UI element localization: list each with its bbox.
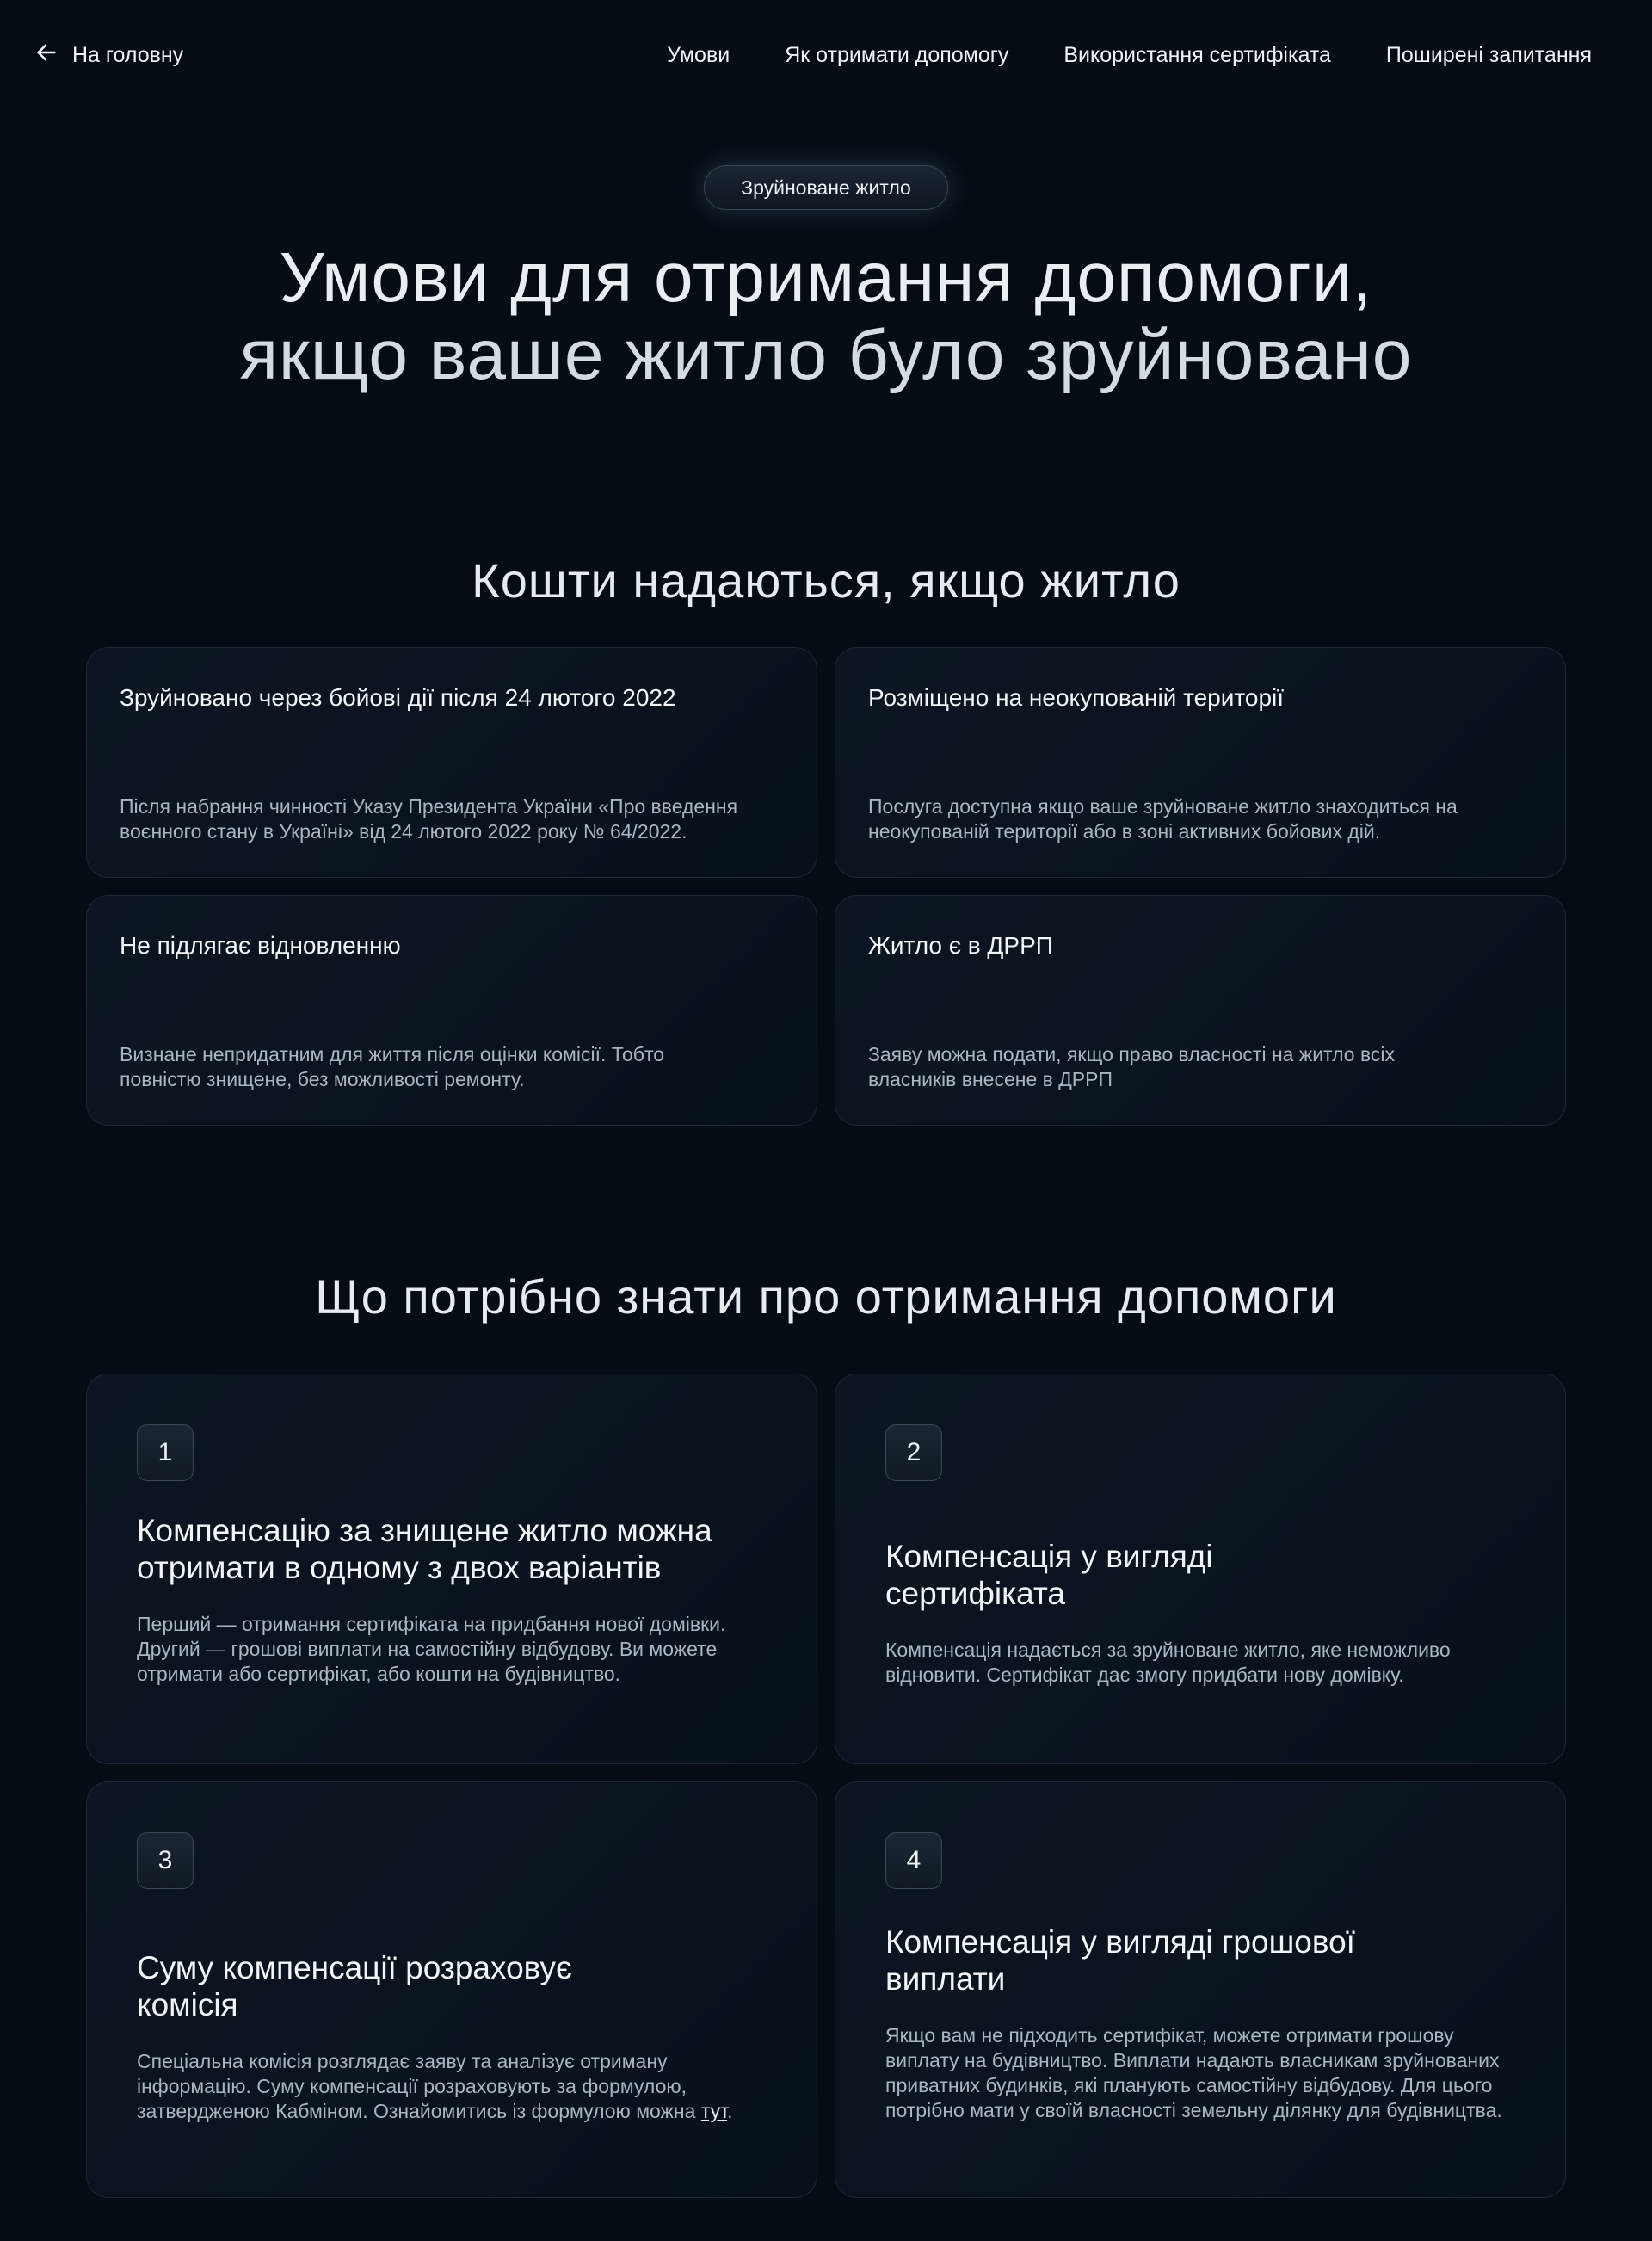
nav-links: [667, 43, 1592, 68]
formula-link[interactable]: тут: [700, 2100, 728, 2122]
info-section-title: Що потрібно знати про отримання допомоги: [315, 1269, 1337, 1324]
condition-card-text: Після набрання чинності Указу Президента України «Про введення воєнного стану в Україні» від 24 лютого 2022 року № 64/2022.: [120, 795, 738, 843]
condition-card-territory: [835, 647, 1566, 878]
back-home-link[interactable]: [34, 40, 183, 71]
step-number-badge: 2: [885, 1424, 942, 1481]
nav-link-conditions[interactable]: Умови: [667, 42, 730, 67]
page-title-line-2: якщо ваше житло було зруйновано: [239, 316, 1413, 394]
step-number-badge: 3: [137, 1832, 194, 1889]
info-card-text: Якщо вам не підходить сертифікат, можете отримати грошову виплату на будівництво. Виплати надають власникам зруйнованих приватних будинків, які планують самостійну відбудову. Для цього потрібно мати у своїй власності земельну ділянку для будівництва.: [885, 2024, 1502, 2121]
condition-card-drrp: [835, 895, 1566, 1126]
info-card-2: [835, 1374, 1566, 1764]
condition-card-heading: Зруйновано через бойові дії після 24 лютого 2022: [120, 684, 676, 711]
info-card-4: [835, 1781, 1566, 2198]
info-card-heading: Компенсацію за знищене житло можна отримати в одному з двох варіантів: [137, 1513, 712, 1585]
nav-link-faq[interactable]: Поширені запитання: [1385, 42, 1592, 67]
condition-card-heading: Житло є в ДРРП: [868, 932, 1053, 959]
info-card-3: [86, 1781, 817, 2198]
info-card-1: [86, 1374, 817, 1764]
condition-card-not-restorable: [86, 895, 817, 1126]
page-title-line-1: Умови для отримання допомоги,: [279, 238, 1373, 317]
info-card-heading: Суму компенсації розраховує комісія: [137, 1950, 572, 2022]
condition-card-text: Визнане непридатним для життя після оцінки комісії. Тобто повністю знищене, без можливості ремонту.: [120, 1043, 665, 1090]
info-card-heading: Компенсація у вигляді сертифіката: [885, 1539, 1213, 1611]
info-card-text: [137, 2049, 774, 2124]
conditions-section-title: Кошти надаються, якщо житло: [472, 553, 1180, 608]
condition-card-text: Послуга доступна якщо ваше зруйноване житло знаходиться на неокупованій території або в зоні активних бойових дій.: [868, 795, 1458, 843]
info-card-text: Компенсація надається за зруйноване житло, яке неможливо відновити. Сертифікат дає змогу придбати нову домівку.: [885, 1639, 1451, 1686]
nav-link-how-to-get-help[interactable]: Як отримати допомогу: [785, 42, 1009, 67]
condition-card-heading: Не підлягає відновленню: [120, 932, 401, 959]
info-card-heading: Компенсація у вигляді грошової виплати: [885, 1924, 1355, 1997]
condition-card-text: Заяву можна подати, якщо право власності на житло всіх власників внесене в ДРРП: [868, 1043, 1396, 1090]
condition-card-heading: Розміщено на неокупованій території: [868, 684, 1285, 711]
nav-link-certificate-usage[interactable]: Використання сертифіката: [1063, 42, 1331, 67]
category-pill: Зруйноване житло: [704, 165, 948, 210]
info-card-text-body: Спеціальна комісія розглядає заяву та аналізує отриману інформацію. Суму компенсації розраховують за формулою, затвердженою Кабміном. Ознайомитись із формулою можна: [137, 2050, 701, 2122]
info-card-text-end: .: [727, 2100, 733, 2122]
info-card-text: Перший — отримання сертифіката на придбання нової домівки. Другий — грошові виплати на самостійну відбудову. Ви можете отримати або сертифікат, або кошти на будівництво.: [137, 1613, 726, 1685]
step-number-badge: 4: [885, 1832, 942, 1889]
step-number-badge: 1: [137, 1424, 194, 1481]
page-title: [0, 239, 1652, 394]
top-navigation: [0, 0, 1652, 110]
arrow-left-icon: [34, 40, 59, 71]
condition-card-destroyed: [86, 647, 817, 878]
back-home-label: На головну: [72, 42, 184, 67]
